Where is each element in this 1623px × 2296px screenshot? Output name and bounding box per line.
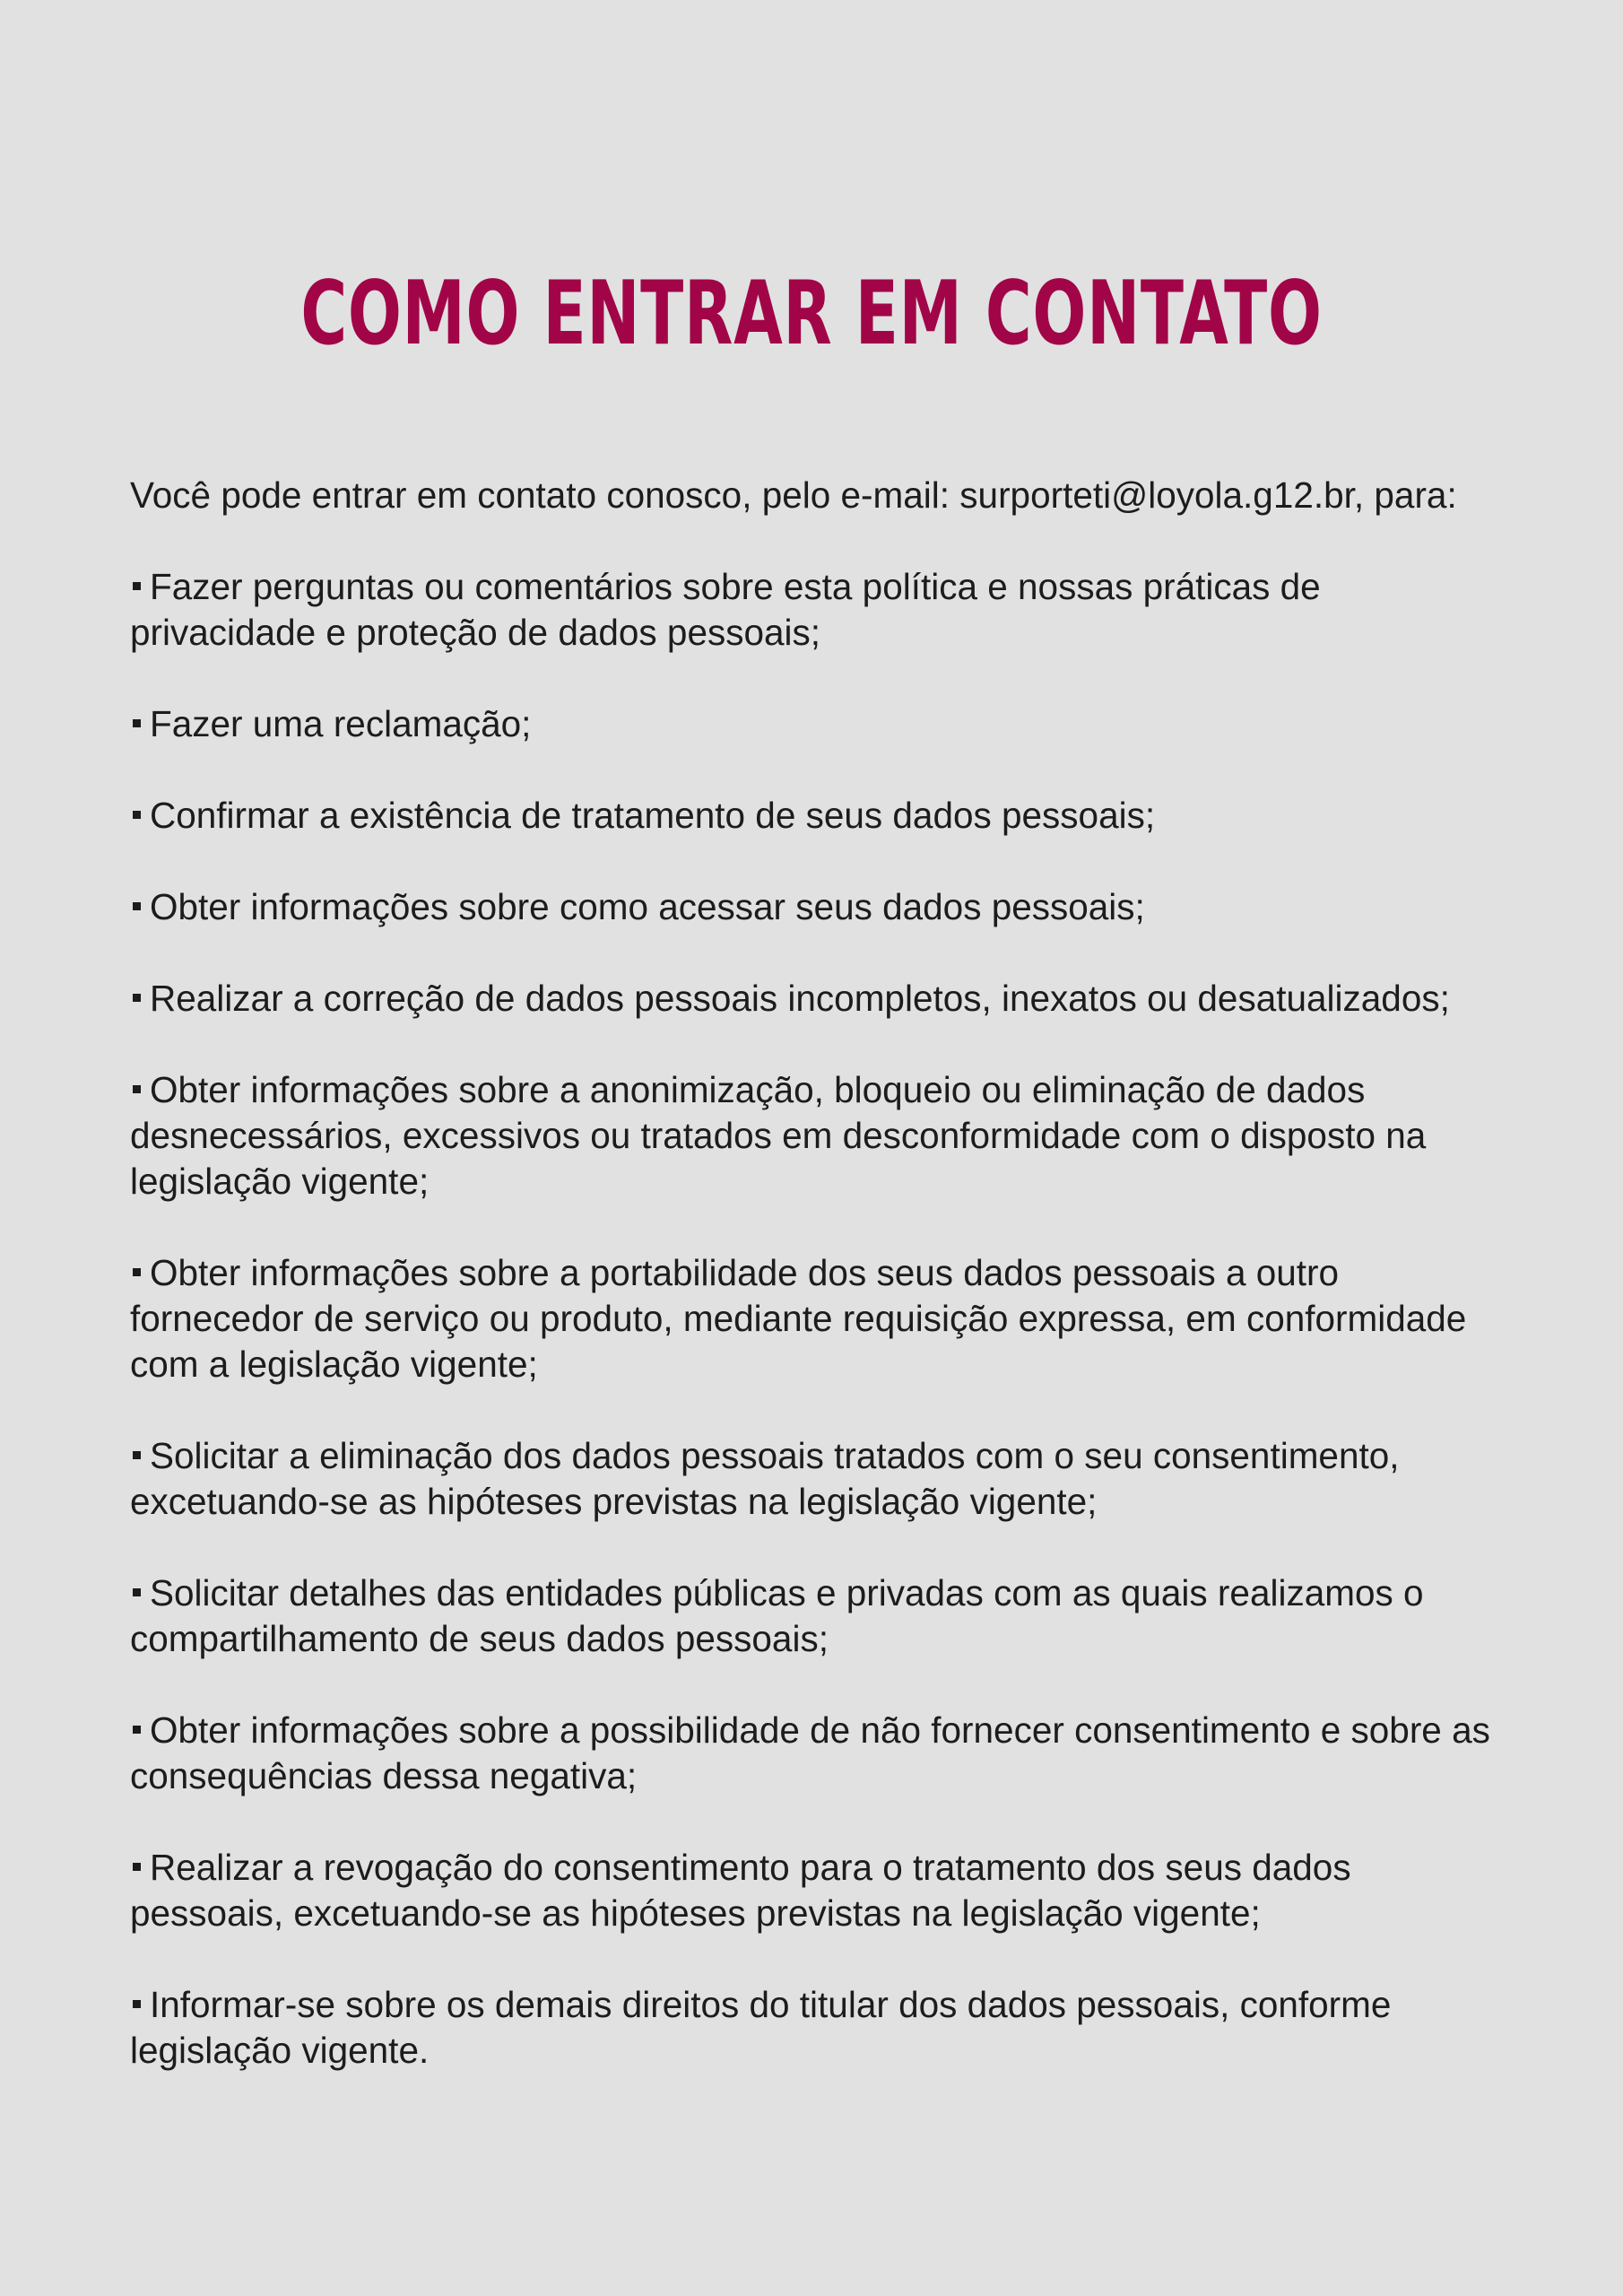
square-bullet-icon	[133, 1863, 141, 1871]
square-bullet-icon	[133, 902, 141, 910]
list-item	[130, 1845, 1511, 1936]
list-item	[130, 701, 1511, 747]
list-item-text: Solicitar detalhes das entidades públicas e privadas com as quais realizamos o compartilhamento de seus dados pessoais;	[130, 1572, 1424, 1659]
list-item	[130, 564, 1511, 656]
square-bullet-icon	[133, 2000, 141, 2008]
list-item	[130, 793, 1511, 839]
square-bullet-icon	[133, 719, 141, 727]
list-item-text: Solicitar a eliminação dos dados pessoais tratados com o seu consentimento, excetuando-se as hipóteses previstas na legislação vigente;	[130, 1435, 1400, 1522]
square-bullet-icon	[133, 994, 141, 1002]
list-item	[130, 884, 1511, 930]
square-bullet-icon	[133, 1588, 141, 1596]
list-item-text: Informar-se sobre os demais direitos do titular dos dados pessoais, conforme legislação vigente.	[130, 1984, 1392, 2071]
list-item	[130, 1570, 1511, 1662]
square-bullet-icon	[133, 1726, 141, 1734]
list-item	[130, 1982, 1511, 2074]
page-title: COMO ENTRAR EM CONTATO	[300, 263, 1323, 365]
square-bullet-icon	[133, 1268, 141, 1276]
square-bullet-icon	[133, 1451, 141, 1459]
list-item	[130, 1250, 1511, 1387]
list-item-text: Obter informações sobre a portabilidade dos seus dados pessoais a outro fornecedor de serviço ou produto, mediante requisição expressa, em conformidade com a legislação vigente;	[130, 1252, 1467, 1385]
list-item-text: Fazer uma reclamação;	[150, 703, 532, 744]
list-item-text: Confirmar a existência de tratamento de seus dados pessoais;	[150, 795, 1156, 836]
list-item-text: Fazer perguntas ou comentários sobre esta política e nossas práticas de privacidade e proteção de dados pessoais;	[130, 566, 1321, 653]
square-bullet-icon	[133, 1085, 141, 1093]
document-body	[130, 473, 1511, 2119]
list-item-text: Realizar a revogação do consentimento para o tratamento dos seus dados pessoais, excetuando-se as hipóteses previstas na legislação vigente;	[130, 1847, 1351, 1934]
list-item-text: Realizar a correção de dados pessoais incompletos, inexatos ou desatualizados;	[150, 978, 1450, 1019]
square-bullet-icon	[133, 811, 141, 819]
list-item	[130, 1433, 1511, 1525]
intro-paragraph: Você pode entrar em contato conosco, pelo e-mail: surporteti@loyola.g12.br, para:	[130, 474, 1457, 516]
list-item	[130, 1708, 1511, 1799]
list-item-text: Obter informações sobre a anonimização, bloqueio ou eliminação de dados desnecessários, excessivos ou tratados em desconformidade com o disposto na legislação vigente;	[130, 1069, 1427, 1202]
list-item	[130, 976, 1511, 1022]
list-item	[130, 1067, 1511, 1205]
square-bullet-icon	[133, 582, 141, 590]
list-item-text: Obter informações sobre a possibilidade de não fornecer consentimento e sobre as consequências dessa negativa;	[130, 1709, 1490, 1796]
list-item-text: Obter informações sobre como acessar seus dados pessoais;	[150, 886, 1145, 927]
